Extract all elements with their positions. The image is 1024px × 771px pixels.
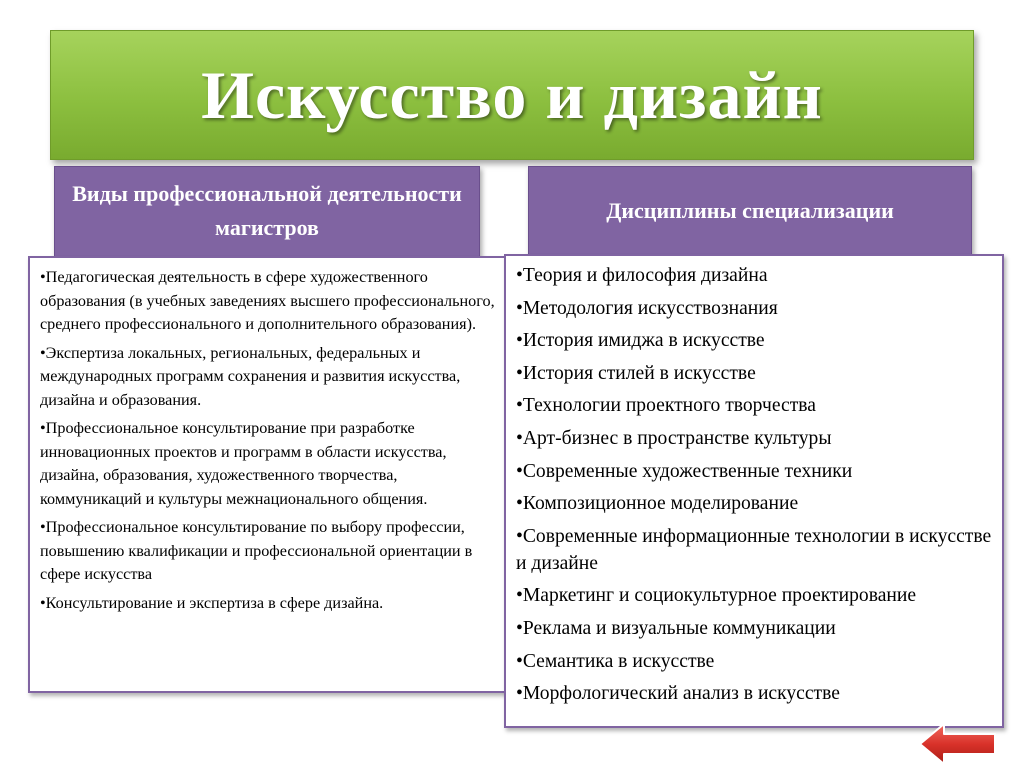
specialization-disciplines-panel: [504, 254, 1004, 728]
list-item: •Профессиональное консультирование по выбору профессии, повышению квалификации и профессиональной ориентации в сфере искусства: [40, 518, 473, 583]
page-title: Искусство и дизайн: [201, 56, 823, 133]
list-item: •Теория и философия дизайна: [516, 265, 768, 286]
list-item: •История имиджа в искусстве: [516, 330, 765, 352]
list-item: •Современные информационные технологии в искусстве и дизайне: [516, 525, 992, 574]
list-item: •Методология искусствознания: [516, 297, 778, 319]
list-item: •Технологии проектного творчества: [516, 395, 816, 417]
left-column-header: Виды профессиональной деятельности магистров: [54, 166, 480, 260]
list-item: •Современные художественные техники: [516, 460, 853, 482]
list-item: •Экспертиза локальных, региональных, федеральных и международных программ сохранения и развития искусства, дизайна и образования.: [40, 343, 461, 409]
list-item: •История стилей в искусстве: [516, 362, 756, 384]
list-item: •Арт-бизнес в пространстве культуры: [516, 427, 832, 449]
list-item: •Педагогическая деятельность в сфере художественного образования (в учебных заведениях высшего профессионального, среднего профессионального и дополнительного образования).: [40, 268, 495, 333]
list-item: •Консультирование и экспертиза в сфере дизайна.: [40, 593, 384, 612]
left-arrow-icon: [918, 722, 998, 766]
title-banner: [50, 30, 974, 160]
list-item: •Профессиональное консультирование при разработке инновационных проектов и программ в области искусства, дизайна, образования, художественного творчества, коммуникаций и культуры межнационального общения.: [40, 419, 447, 508]
list-item: •Морфологический анализ в искусстве: [516, 683, 840, 705]
list-item: •Семантика в искусстве: [516, 650, 715, 672]
list-item: •Реклама и визуальные коммуникации: [516, 617, 836, 639]
list-item: •Маркетинг и социокультурное проектирование: [516, 585, 917, 607]
back-button[interactable]: [918, 722, 998, 766]
professional-activities-panel: [28, 256, 510, 693]
right-column-header: Дисциплины специализации: [528, 166, 972, 256]
list-item: •Композиционное моделирование: [516, 493, 799, 515]
